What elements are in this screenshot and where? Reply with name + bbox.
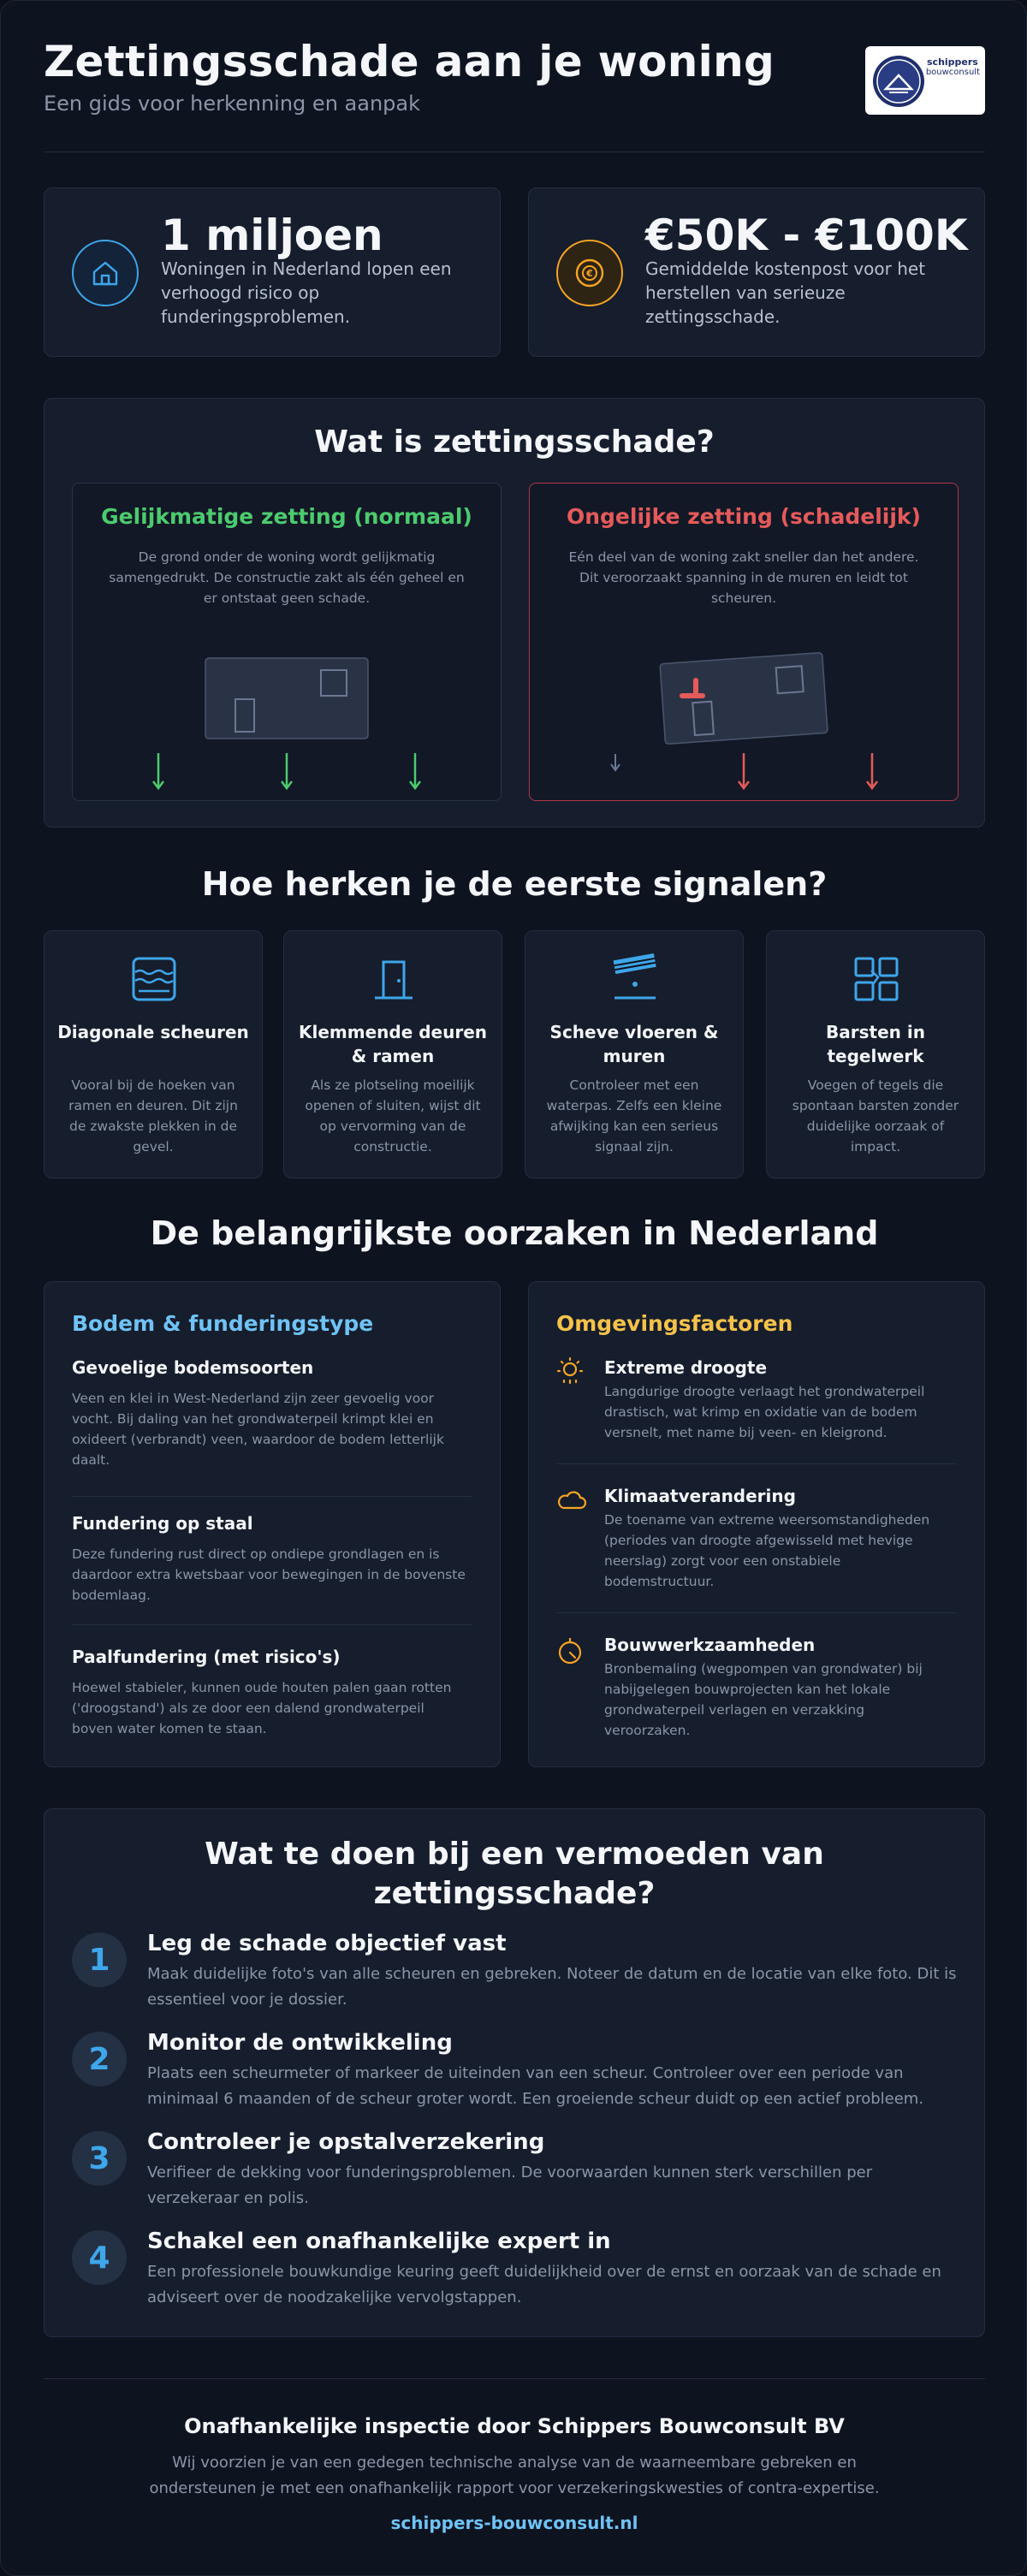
- stat-description: Woningen in Nederland lopen een verhoogd risico op funderingsproblemen.: [161, 258, 452, 327]
- house-icon: [72, 240, 139, 306]
- cause-title: Klimaatverandering: [604, 1486, 796, 1506]
- soil-causes-card: [44, 1281, 501, 1767]
- signal-title: Diagonale scheuren: [57, 1022, 249, 1042]
- door-icon: [370, 955, 418, 1003]
- step-title: Schakel een onafhankelijke expert in: [147, 2229, 611, 2254]
- step-number: 4: [72, 2230, 127, 2285]
- footer-website-link[interactable]: schippers-bouwconsult.nl: [390, 2513, 638, 2533]
- cause-title: Paalfundering (met risico's): [72, 1647, 341, 1667]
- stat-description: Gemiddelde kostenpost voor het herstellen van serieuze zettingsschade.: [645, 258, 926, 327]
- step-description: Verifieer de dekking voor funderingsproblemen. De voorwaarden kunnen sterk verschillen per verzekeraar en polis.: [147, 2163, 873, 2207]
- step-description: Plaats een scheurmeter of markeer de uiteinden van een scheur. Controleer over een periode van minimaal 6 maanden of de scheur groter wordt. Een groeiende scheur duidt op een actief probleem.: [147, 2064, 924, 2108]
- what-is-section: [44, 398, 985, 828]
- cause-description: Langdurige droogte verlaagt het grondwaterpeil drastisch, wat krimp en oxidatie van de bodem versnelt, met name bij veen- en kleigrond.: [604, 1384, 925, 1440]
- uneven-settlement-diagram: [530, 629, 959, 800]
- stopwatch-icon: [556, 1636, 584, 1665]
- section-title: Wat te doen bij een vermoeden van zettingsschade?: [205, 1837, 824, 1911]
- cloud-icon: [556, 1487, 587, 1515]
- footer-title: Onafhankelijke inspectie door Schippers Bouwconsult BV: [184, 2414, 845, 2438]
- cause-title: Bouwwerkzaamheden: [604, 1635, 816, 1655]
- soil-causes-heading: Bodem & funderingstype: [72, 1311, 374, 1336]
- signal-title: Barsten in tegelwerk: [826, 1022, 925, 1066]
- signal-card: [283, 930, 502, 1178]
- company-logo[interactable]: [865, 46, 985, 115]
- signal-description: Als ze plotseling moeilijk openen of sluiten, wijst dit op vervorming van de constructie.: [305, 1077, 481, 1154]
- footer-description: Wij voorzien je van een gedegen technische analyse van de waarneembare gebreken en ondersteunen je met een onafhankelijk rapport voor verzekeringskwesties of contra-expertise.: [149, 2454, 880, 2497]
- cause-title: Fundering op staal: [72, 1513, 253, 1534]
- step-description: Maak duidelijke foto's van alle scheuren en gebreken. Noteer de datum en de locatie van elke foto. Dit is essentieel voor je dossier.: [147, 1965, 957, 2009]
- cause-description: De toename van extreme weersomstandigheden (periodes van droogte afgewisseld met hevige neerslag) zorgt voor een onstabiele bodemstructuur.: [604, 1512, 930, 1589]
- header-divider: [44, 151, 985, 152]
- uneven-settlement-card: [529, 483, 959, 801]
- cause-description: Veen en klei in West-Nederland zijn zeer gevoelig voor vocht. Bij daling van het grondwaterpeil krimpt klei en oxideert (verbrandt) veen, waardoor de bodem letterlijk daalt.: [72, 1391, 444, 1468]
- step-number: 2: [72, 2032, 127, 2086]
- level-icon: [611, 952, 659, 1003]
- even-settlement-card: [72, 483, 502, 801]
- steps-section: [44, 1808, 985, 2337]
- cause-divider: [72, 1496, 472, 1497]
- section-title: Wat is zettingsschade?: [314, 424, 715, 460]
- even-settlement-diagram: [73, 629, 502, 800]
- stat-value: €50K - €100K: [645, 211, 968, 260]
- step-number: 3: [72, 2131, 127, 2186]
- footer-divider: [44, 2378, 985, 2379]
- cause-divider: [556, 1463, 957, 1464]
- logo-emblem-icon: [872, 55, 925, 108]
- signal-card: [525, 930, 744, 1178]
- step-number: 1: [72, 1932, 127, 1987]
- uneven-settlement-title: Ongelijke zetting (schadelijk): [566, 504, 921, 529]
- section-title: De belangrijkste oorzaken in Nederland: [150, 1214, 879, 1252]
- svg-text:€: €: [586, 268, 593, 279]
- signal-title: Klemmende deuren & ramen: [298, 1022, 488, 1066]
- signal-description: Controleer met een waterpas. Zelfs een kleine afwijking kan een serieus signaal zijn.: [546, 1077, 722, 1154]
- cause-description: Bronbemaling (wegpompen van grondwater) bij nabijgelegen bouwprojecten kan het lokale grondwaterpeil verlagen en verzakking veroorzaken.: [604, 1661, 923, 1738]
- step-description: Een professionele bouwkundige keuring geeft duidelijkheid over de ernst en oorzaak van de schade en adviseert over de noodzakelijke vervolgstappen.: [147, 2263, 941, 2306]
- section-title: Hoe herken je de eerste signalen?: [201, 865, 828, 903]
- sun-icon: [556, 1357, 584, 1385]
- logo-text-2: bouwconsult: [925, 68, 980, 77]
- cause-divider: [556, 1612, 957, 1613]
- stat-card-costs: [528, 187, 985, 357]
- cause-title: Extreme droogte: [604, 1357, 768, 1378]
- cause-divider: [72, 1624, 472, 1625]
- cause-title: Gevoelige bodemsoorten: [72, 1357, 314, 1378]
- cause-description: Hoewel stabieler, kunnen oude houten palen gaan rotten ('droogstand') als ze door een dalend grondwaterpeil boven water komen te staan.: [72, 1680, 452, 1736]
- page-subtitle: Een gids voor herkenning en aanpak: [44, 92, 420, 116]
- step-title: Controleer je opstalverzekering: [147, 2129, 545, 2155]
- env-causes-card: [528, 1281, 985, 1767]
- cause-description: Deze fundering rust direct op ondiepe grondlagen en is daardoor extra kwetsbaar voor bewegingen in de bovenste bodemlaag.: [72, 1546, 466, 1603]
- even-settlement-description: De grond onder de woning wordt gelijkmatig samengedrukt. De constructie zakt als één geheel en er ontstaat geen schade.: [109, 549, 465, 606]
- signal-description: Voegen of tegels die spontaan barsten zonder duidelijke oorzaak of impact.: [792, 1077, 959, 1154]
- step-title: Monitor de ontwikkeling: [147, 2030, 453, 2056]
- uneven-settlement-description: Eén deel van de woning zakt sneller dan het andere. Dit veroorzaakt spanning in de muren en leidt tot scheuren.: [568, 549, 919, 606]
- cracked-wall-icon: [130, 955, 178, 1003]
- signal-title: Scheve vloeren & muren: [549, 1022, 719, 1066]
- signal-card: [766, 930, 985, 1178]
- step-title: Leg de schade objectief vast: [147, 1931, 507, 1956]
- env-causes-heading: Omgevingsfactoren: [556, 1311, 793, 1336]
- even-settlement-title: Gelijkmatige zetting (normaal): [101, 504, 472, 529]
- signal-description: Vooral bij de hoeken van ramen en deuren. Dit zijn de zwakste plekken in de gevel.: [68, 1077, 238, 1154]
- page-title: Zettingsschade aan je woning: [44, 37, 775, 86]
- stat-value: 1 miljoen: [161, 211, 383, 260]
- signal-card: [44, 930, 263, 1178]
- coin-icon: [556, 240, 623, 306]
- stat-card-homes: [44, 187, 501, 357]
- tiles-icon: [852, 955, 900, 1003]
- logo-text-1: schippers: [927, 56, 978, 68]
